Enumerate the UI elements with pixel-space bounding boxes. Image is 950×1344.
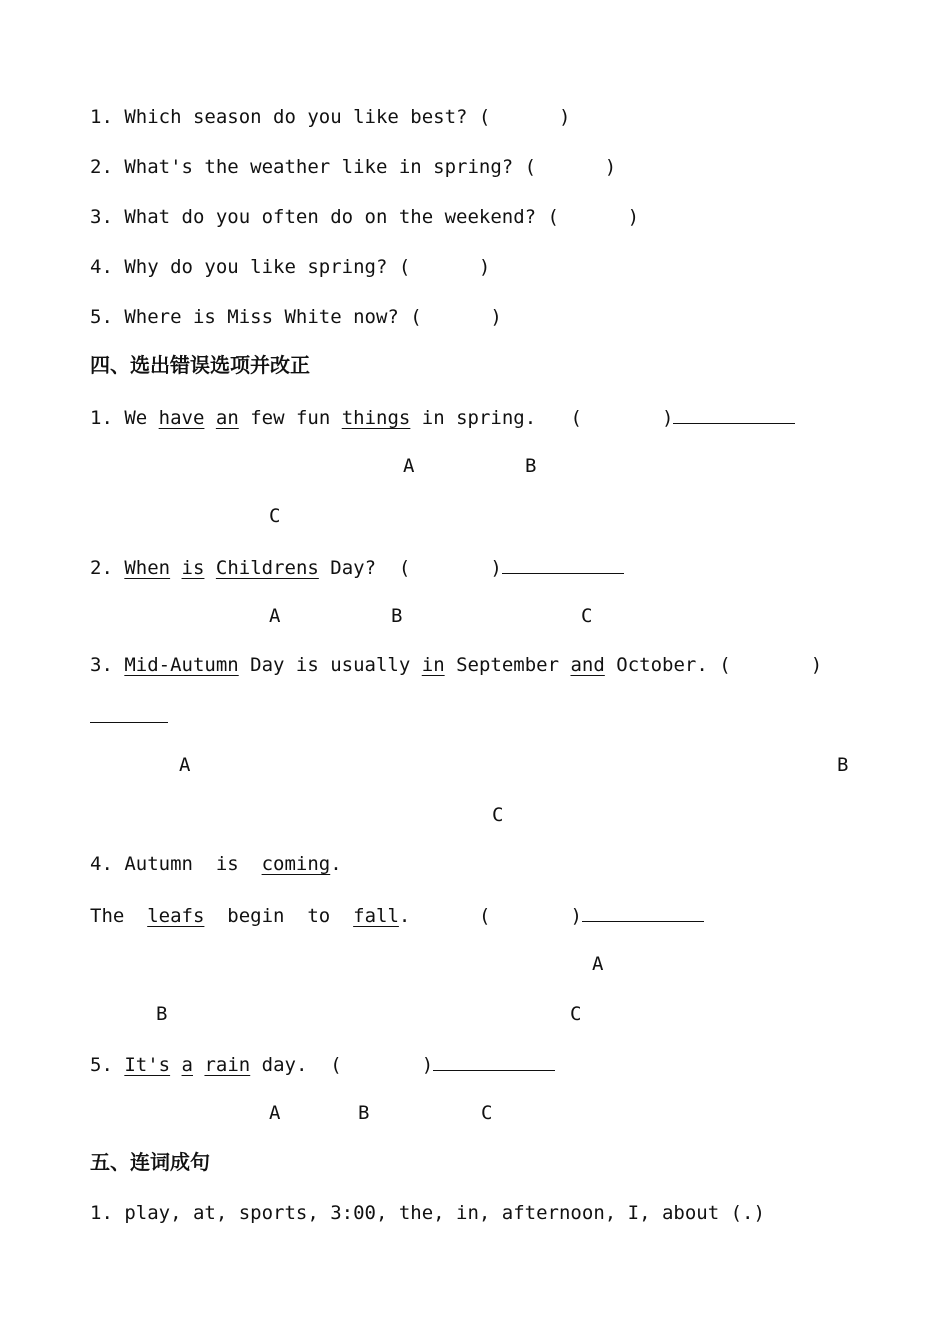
answer-blank[interactable] [433,1052,555,1071]
correction-q3-line2 [90,704,168,728]
option-b: in [421,654,445,676]
question-2: 2. What's the weather like in spring? ( ) [90,156,617,178]
question-1: 1. Which season do you like best? ( ) [90,106,571,128]
correction-q4-line1: 4. Autumn is coming. [90,853,342,875]
label-b: B [525,455,537,477]
label-c: C [570,1003,582,1025]
answer-blank[interactable] [582,903,704,922]
label-c: C [581,605,593,627]
option-b: a [181,1054,193,1076]
label-b: B [156,1003,168,1025]
label-c: C [269,505,281,527]
option-b: an [215,407,239,429]
answer-blank[interactable] [673,405,795,424]
option-a: When [124,557,171,579]
option-c: rain [204,1054,251,1076]
label-b: B [358,1102,370,1124]
label-a: A [179,754,191,776]
label-b: B [391,605,403,627]
question-3: 3. What do you often do on the weekend? ( ) [90,206,640,228]
question-4: 4. Why do you like spring? ( ) [90,256,491,278]
option-b: is [181,557,205,579]
section-5-heading: 五、连词成句 [90,1150,210,1174]
label-a: A [592,953,604,975]
option-b: fall [353,905,399,927]
correction-q3: 3. Mid-Autumn Day is usually in September and October. ( ) [90,654,823,676]
question-5: 5. Where is Miss White now? ( ) [90,306,502,328]
option-a: It's [124,1054,171,1076]
option-c: Childrens [215,557,319,579]
option-a: have [158,407,205,429]
label-b: B [837,754,849,776]
correction-q1: 1. We have an few fun things in spring. ( ) [90,405,795,429]
correction-q4-line2: The leafs begin to fall. ( ) [90,903,704,927]
label-c: C [481,1102,493,1124]
label-a: A [403,455,415,477]
option-c: and [570,654,605,676]
label-c: C [492,804,504,826]
label-a: A [269,605,281,627]
correction-q2: 2. When is Childrens Day? ( ) [90,555,624,579]
correction-q5: 5. It's a rain day. ( ) [90,1052,555,1076]
option-a: leafs [147,905,205,927]
sentence-q1: 1. play, at, sports, 3:00, the, in, afternoon, I, about (.) [90,1202,765,1224]
option-c: things [341,407,411,429]
label-a: A [269,1102,281,1124]
answer-blank[interactable] [502,555,624,574]
answer-blank[interactable] [90,704,168,723]
option-a: Mid-Autumn [124,654,239,676]
section-4-heading: 四、选出错误选项并改正 [90,353,310,377]
